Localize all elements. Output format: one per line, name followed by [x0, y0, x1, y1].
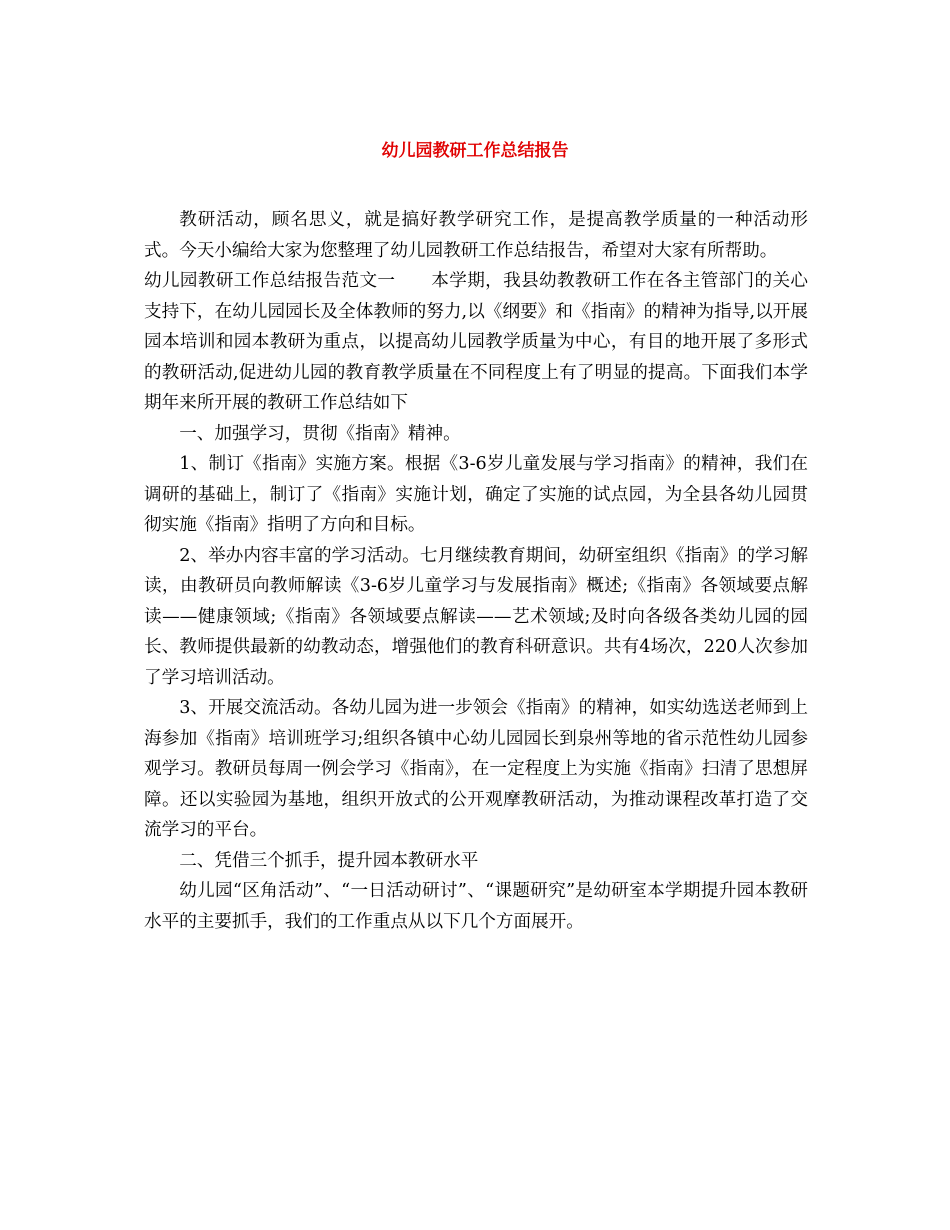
document-body: [144, 205, 808, 937]
paragraph-item-1: 1、制订《指南》实施方案。根据《3-6岁儿童发展与学习指南》的精神，我们在调研的基础上，制订了《指南》实施计划，确定了实施的试点园，为全县各幼儿园贯彻实施《指南》指明了方向和目标。: [144, 454, 808, 535]
paragraph-item-3: 3、开展交流活动。各幼儿园为进一步领会《指南》的精神，如实幼选送老师到上海参加《指南》培训班学习;组织各镇中心幼儿园园长到泉州等地的省示范性幼儿园参观学习。教研员每周一例会学习《指南》，在一定程度上为实施《指南》扫清了思想屏障。还以实验园为基地，组织开放式的公开观摩教研活动，为推动课程改革打造了交流学习的平台。: [144, 698, 808, 840]
paragraph-intro: 教研活动，顾名思义，就是搞好教学研究工作，是提高教学质量的一种活动形式。今天小编给大家为您整理了幼儿园教研工作总结报告，希望对大家有所帮助。: [144, 210, 808, 261]
section-heading-one: 一、加强学习，贯彻《指南》精神。: [179, 423, 461, 444]
document-title: 幼儿园教研工作总结报告: [381, 141, 569, 161]
paragraph-item-2: 2、举办内容丰富的学习活动。七月继续教育期间，幼研室组织《指南》的学习解读，由教研员向教师解读《3-6岁儿童学习与发展指南》概述;《指南》各领域要点解读——健康领域;《指南》各领域要点解读——艺术领域;及时向各级各类幼儿园的园长、教师提供最新的幼教动态，增强他们的教育科研意识。共有4场次，220人次参加了学习培训活动。: [144, 545, 808, 688]
paragraph-section-two: 幼儿园“区角活动”、“一日活动研讨”、“课题研究”是幼研室本学期提升园本教研水平的主要抓手，我们的工作重点从以下几个方面展开。: [144, 881, 808, 932]
section-heading-two: 二、凭借三个抓手，提升园本教研水平: [179, 850, 479, 871]
paragraph-sample-one: 幼儿园教研工作总结报告范文一 本学期，我县幼教教研工作在各主管部门的关心支持下，在幼儿园园长及全体教师的努力,以《纲要》和《指南》的精神为指导,以开展园本培训和园本教研为重点，以提高幼儿园教学质量为中心，有目的地开展了多形式的教研活动,促进幼儿园的教育教学质量在不同程度上有了明显的提高。下面我们本学期年来所开展的教研工作总结如下: [144, 271, 808, 413]
